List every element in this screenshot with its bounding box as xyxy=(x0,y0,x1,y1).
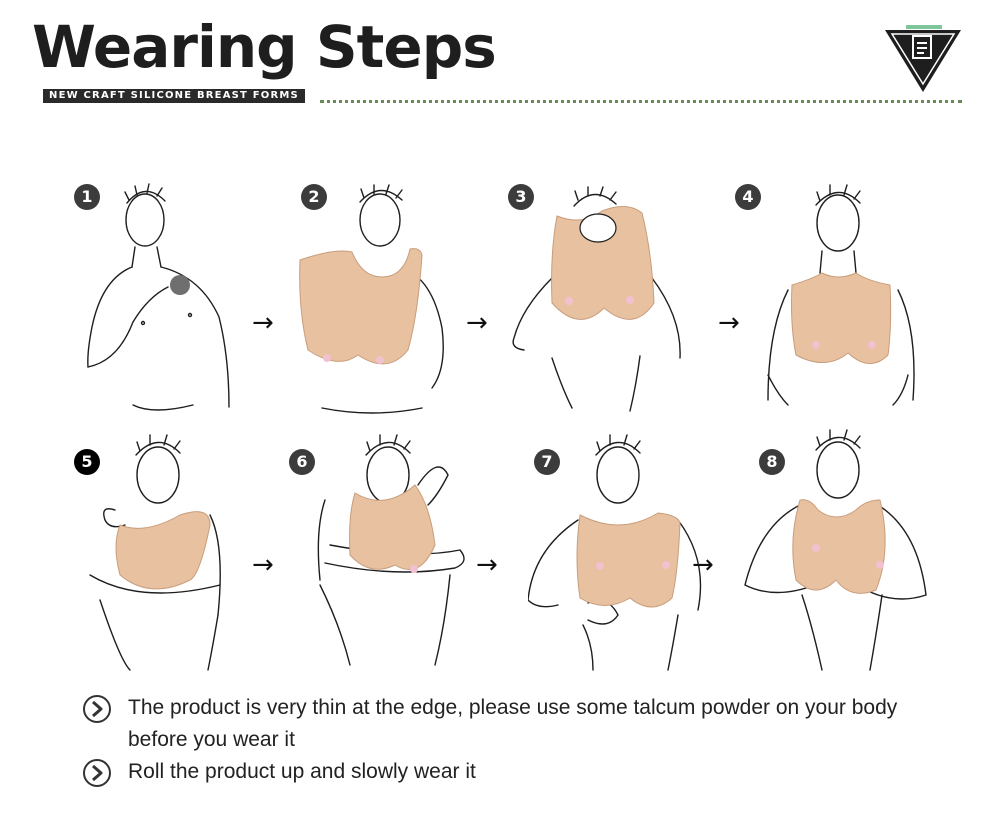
step-2-illustration xyxy=(292,178,482,428)
note-item-1 xyxy=(82,692,942,756)
step-4-illustration xyxy=(760,175,950,425)
step-number-5: 5 xyxy=(74,449,100,475)
arrow-3-4: → xyxy=(718,308,740,338)
step-8-illustration xyxy=(742,425,932,675)
step-number-7: 7 xyxy=(534,449,560,475)
step-7-illustration xyxy=(528,425,718,675)
arrow-5-6: → xyxy=(252,550,274,580)
step-number-6: 6 xyxy=(289,449,315,475)
arrow-7-8: → xyxy=(692,550,714,580)
page-title: Wearing Steps xyxy=(32,13,496,81)
subtitle-tag: NEW CRAFT SILICONE BREAST FORMS xyxy=(43,89,305,103)
chevron-circle-icon xyxy=(82,758,112,788)
arrow-2-3: → xyxy=(466,308,488,338)
step-3-illustration xyxy=(512,178,702,428)
step-number-4: 4 xyxy=(735,184,761,210)
step-number-1: 1 xyxy=(74,184,100,210)
note-text: Roll the product up and slowly wear it xyxy=(128,760,476,783)
step-6-illustration xyxy=(310,425,500,675)
step-number-2: 2 xyxy=(301,184,327,210)
arrow-6-7: → xyxy=(476,550,498,580)
dotted-divider xyxy=(320,100,962,103)
step-number-3: 3 xyxy=(508,184,534,210)
document-icon xyxy=(882,22,964,96)
note-text: The product is very thin at the edge, please use some talcum powder on your body before you wear it xyxy=(128,696,898,751)
chevron-circle-icon xyxy=(82,694,112,724)
note-item-2 xyxy=(82,756,942,788)
step-5-illustration xyxy=(80,425,270,675)
step-1-illustration xyxy=(85,175,275,425)
step-number-8: 8 xyxy=(759,449,785,475)
arrow-1-2: → xyxy=(252,308,274,338)
